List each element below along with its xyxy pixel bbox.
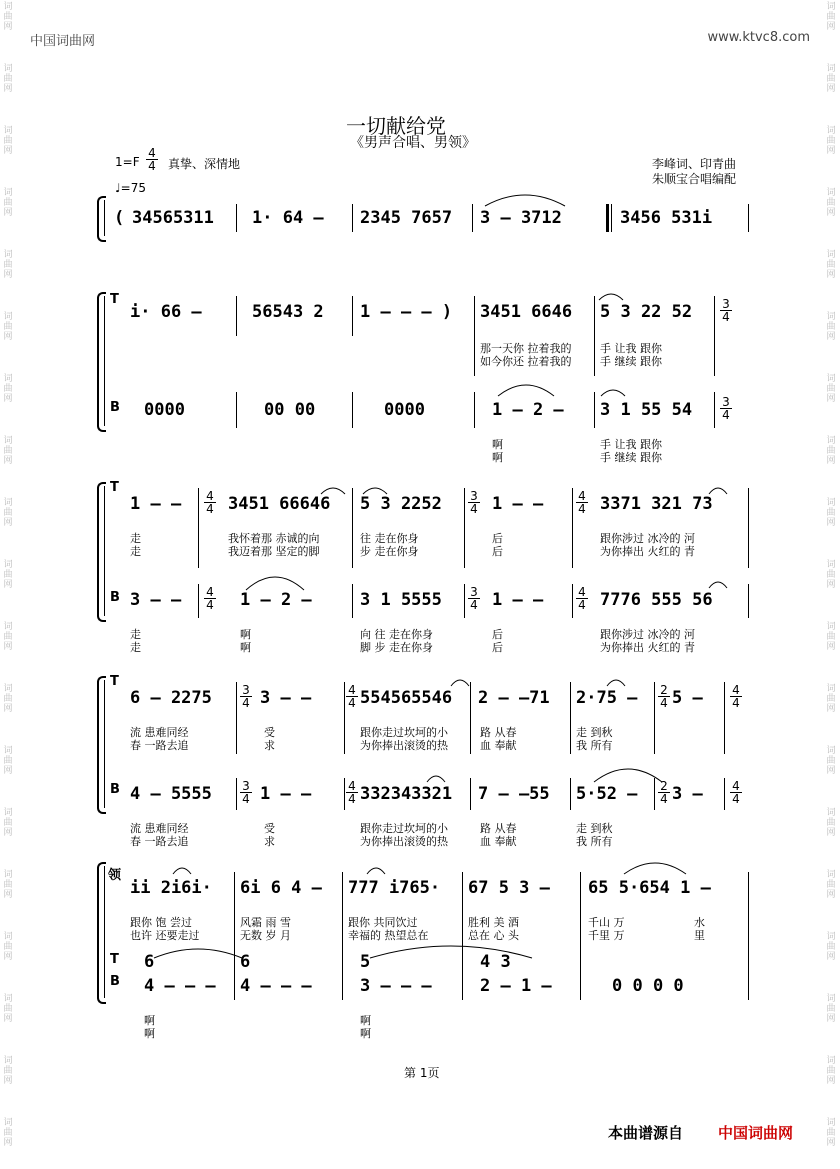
s5-lead-m3: 777 i765·: [348, 878, 441, 898]
barline: [594, 296, 595, 376]
s3-bass-lyric-1-m4: 后: [492, 628, 503, 641]
side-watermark-text: 词 曲 网: [826, 746, 836, 776]
barline: [474, 296, 475, 376]
s5-lead-lyric-2-m5b: 里: [694, 929, 705, 942]
side-watermark-text: 词 曲 网: [826, 994, 836, 1024]
s4-bass-m5: 5·52 –: [576, 784, 638, 804]
barline: [470, 682, 471, 754]
s4-bass-lyric-2-m4: 血 奉献: [480, 835, 517, 848]
s5-lead-lyric-1-m4: 胜利 美 酒: [468, 916, 519, 929]
s2-tenor-m4: 3451 6646: [480, 302, 573, 322]
slur: [360, 482, 390, 496]
side-watermark-text: 词 曲 网: [3, 498, 13, 528]
s5-bass-m4: 2 – 1 –: [480, 976, 552, 996]
credits-composer: 李峰词、印青曲: [652, 157, 737, 171]
side-watermark-text: 词 曲 网: [3, 932, 13, 962]
side-watermark-text: 词 曲 网: [826, 498, 836, 528]
s3-bass-m1: 3 – –: [130, 590, 182, 610]
s3-bass-lyric-2-m5: 为你捧出 火红的 青: [600, 641, 695, 654]
time-signature: 2 4: [658, 684, 670, 709]
slur: [480, 190, 570, 210]
side-watermark-text: 词 曲 网: [3, 374, 13, 404]
s4-bass-lyric-2-m5: 我 所有: [576, 835, 613, 848]
barline: [198, 584, 199, 618]
s4-tenor-lyric-1-m4: 路 从春: [480, 726, 517, 739]
s2-bass-lyric-2b: 手 继续 跟你: [600, 451, 662, 464]
s3-tenor-lyric-1-m4: 后: [492, 532, 503, 545]
s4-tenor-m4: 2 – –71: [478, 688, 550, 708]
s5-lead-lyric-1-m2: 风霜 雨 雪: [240, 916, 291, 929]
s4-bass-lyric-2-m1: 春 一路去追: [130, 835, 189, 848]
slur: [706, 482, 730, 496]
side-watermark-text: 词 曲 网: [826, 374, 836, 404]
barline: [580, 872, 581, 1000]
tenor-label: T: [110, 674, 119, 689]
s3-tenor-lyric-1-m3: 往 走在你身: [360, 532, 419, 545]
barline: [198, 488, 199, 568]
barline: [724, 778, 725, 810]
system1-measure-3: 2345 7657: [360, 208, 453, 228]
side-watermark-text: 词 曲 网: [3, 250, 13, 280]
bass-label: B: [110, 590, 120, 605]
s3-tenor-lyric-1-m2: 我怀着那 赤诚的向: [228, 532, 320, 545]
side-watermark-text: 词 曲 网: [3, 560, 13, 590]
system1-start-bar: [104, 200, 105, 236]
slur: [620, 856, 690, 876]
s5-lead-lyric-1-m1: 跟你 饱 尝过: [130, 916, 192, 929]
s4-bass-m6: 3 –: [672, 784, 703, 804]
barline: [236, 778, 237, 810]
barline: [748, 584, 749, 618]
s3-bass-lyric-1-m2: 啊: [240, 628, 251, 641]
s3-bass-lyric-2-m3: 脚 步 走在你身: [360, 641, 433, 654]
time-signature: 4 4: [576, 586, 588, 611]
s2-tenor-m2: 56543 2: [252, 302, 324, 322]
side-watermark-text: 词 曲 网: [826, 2, 836, 32]
side-watermark-text: 词 曲 网: [826, 250, 836, 280]
s4-bass-lyric-1-m5: 走 到秋: [576, 822, 613, 835]
s5-bass-m1: 4 – – –: [144, 976, 216, 996]
s2-tenor-lyric-2b: 手 继续 跟你: [600, 355, 662, 368]
s3-bass-lyric-2-m4: 后: [492, 641, 503, 654]
slur: [242, 570, 308, 592]
barline: [474, 392, 475, 428]
s4-tenor-lyric-2-m2: 求: [264, 739, 275, 752]
slur: [448, 674, 472, 688]
s3-bass-m3: 3 1 5555: [360, 590, 442, 610]
side-watermark-text: 词 曲 网: [826, 436, 836, 466]
lead-label: 领: [108, 868, 122, 883]
s4-bass-m3: 332343321: [360, 784, 453, 804]
time-signature: 3 4: [240, 780, 252, 805]
s3-bass-lyric-2-m2: 啊: [240, 641, 251, 654]
s5-lead-lyric-1-m5b: 水: [694, 916, 705, 929]
s3-bass-lyric-1-m5: 跟你涉过 冰冷的 河: [600, 628, 695, 641]
s2-bass-lyric-1a: 啊: [492, 438, 503, 451]
slur: [590, 762, 666, 784]
side-watermark-text: 词 曲 网: [3, 188, 13, 218]
credits-arranger: 朱顺宝合唱编配: [652, 172, 737, 186]
s4-tenor-m5: 2·75 –: [576, 688, 638, 708]
s3-bass-m2: 1 – 2 –: [240, 590, 312, 610]
s3-tenor-m2: 3451 66646: [228, 494, 331, 514]
bass-label: B: [110, 974, 120, 989]
side-watermark-text: 词 曲 网: [826, 622, 836, 652]
s5-tenor-m1: 6: [144, 952, 155, 972]
time-signature: 4 4: [346, 684, 358, 709]
barline: [748, 204, 749, 232]
side-watermark-text: 词 曲 网: [3, 312, 13, 342]
source-label: 本曲谱源自: [608, 1124, 684, 1142]
s3-tenor-lyric-1-m5: 跟你涉过 冰冷的 河: [600, 532, 695, 545]
s5-lead-lyric-2-m1: 也许 还要走过: [130, 929, 200, 942]
s5-bottom-lyric-2b: 啊: [360, 1027, 371, 1040]
s2-tenor-lyric-2a: 如今你还 拉着我的: [480, 355, 572, 368]
song-subtitle: 《男声合唱、男领》: [350, 135, 476, 151]
brand-link[interactable]: 中国词曲网: [718, 1124, 794, 1142]
key-signature: 1=F: [115, 155, 140, 169]
barline: [714, 296, 715, 376]
s5-bottom-lyric-2a: 啊: [144, 1027, 155, 1040]
s2-tenor-m1: i· 66 –: [130, 302, 202, 322]
s5-bass-m2: 4 – – –: [240, 976, 312, 996]
s3-tenor-lyric-2-m3: 步 走在你身: [360, 545, 419, 558]
barline: [714, 392, 715, 428]
s4-tenor-lyric-2-m3: 为你捧出滚烫的热: [360, 739, 448, 752]
side-watermark-text: 词 曲 网: [3, 436, 13, 466]
s4-tenor-lyric-2-m4: 血 奉献: [480, 739, 517, 752]
site-name-left: 中国词曲网: [30, 34, 96, 49]
s4-bass-lyric-2-m3: 为你捧出滚烫的热: [360, 835, 448, 848]
s3-tenor-lyric-2-m4: 后: [492, 545, 503, 558]
side-watermark-text: 词 曲 网: [826, 560, 836, 590]
barline: [654, 682, 655, 754]
barline: [352, 204, 353, 232]
s3-bass-lyric-2-m1: 走: [130, 641, 141, 654]
s5-bottom-lyric-1a: 啊: [144, 1014, 155, 1027]
barline: [572, 488, 573, 568]
side-watermark-text: 词 曲 网: [826, 64, 836, 94]
tempo-mark: ♩=75: [115, 181, 146, 195]
time-signature: 4 4: [204, 586, 216, 611]
side-watermark-text: 词 曲 网: [826, 1118, 836, 1148]
side-watermark-text: 词 曲 网: [826, 188, 836, 218]
system1-open-paren: (: [114, 208, 125, 228]
slur: [598, 384, 628, 398]
tenor-label: T: [110, 952, 119, 967]
tie: [150, 944, 246, 960]
system1-measure-5: 3456 531i: [620, 208, 713, 228]
s5-lead-lyric-2-m3: 幸福的 热望总在: [348, 929, 429, 942]
s5-lead-m2: 6i 6 4 –: [240, 878, 322, 898]
barline: [236, 296, 237, 336]
s3-tenor-lyric-2-m1: 走: [130, 545, 141, 558]
side-watermark-text: 词 曲 网: [3, 1118, 13, 1148]
time-signature: 3 4: [720, 396, 732, 421]
barline: [724, 682, 725, 754]
system4-start-bar: [104, 680, 105, 808]
time-signature: 3 4: [240, 684, 252, 709]
s4-bass-m1: 4 – 5555: [130, 784, 212, 804]
barline: [464, 488, 465, 568]
s5-lead-lyric-2-m5: 千里 万: [588, 929, 625, 942]
s2-bass-m5: 3 1 55 54: [600, 400, 693, 420]
side-watermark-text: 词 曲 网: [826, 126, 836, 156]
s4-bass-lyric-1-m3: 跟你走过坎坷的小: [360, 822, 448, 835]
slur: [318, 482, 348, 496]
barline: [352, 488, 353, 568]
s2-bass-m3: 0000: [384, 400, 425, 420]
time-signature: 3 4: [468, 490, 480, 515]
s5-bottom-lyric-1b: 啊: [360, 1014, 371, 1027]
barline: [472, 204, 473, 232]
slur: [604, 674, 628, 688]
barline: [342, 872, 343, 1000]
time-signature: 3 4: [720, 298, 732, 323]
side-watermark-text: 词 曲 网: [3, 870, 13, 900]
slur: [424, 770, 448, 784]
barline: [748, 488, 749, 568]
system5-start-bar: [104, 866, 105, 998]
side-watermark-text: 词 曲 网: [3, 64, 13, 94]
side-watermark-text: 词 曲 网: [3, 2, 13, 32]
time-signature: 4 4: [730, 684, 742, 709]
tenor-label: T: [110, 480, 119, 495]
barline: [464, 584, 465, 618]
barline: [352, 392, 353, 428]
barline: [236, 204, 237, 232]
s2-tenor-m5: 5 3 22 52: [600, 302, 693, 322]
side-watermark-text: 词 曲 网: [3, 994, 13, 1024]
time-signature: 3 4: [468, 586, 480, 611]
side-watermark-text: 词 曲 网: [3, 808, 13, 838]
barline: [352, 296, 353, 336]
repeat-bar-thin: [611, 204, 612, 232]
s4-bass-m2: 1 – –: [260, 784, 312, 804]
barline: [234, 872, 235, 1000]
barline: [462, 872, 463, 1000]
s4-bass-m4: 7 – –55: [478, 784, 550, 804]
time-signature: 4 4: [730, 780, 742, 805]
s5-lead-lyric-1-m5: 千山 万: [588, 916, 625, 929]
time-signature: 2 4: [658, 780, 670, 805]
slur: [364, 862, 388, 876]
repeat-bar: [606, 204, 609, 232]
s3-bass-m5: 7776 555 56: [600, 590, 713, 610]
barline: [748, 872, 749, 1000]
s5-tenor-m4: 4 3: [480, 952, 511, 972]
system1-measure-4: 3 – 3712: [480, 208, 562, 228]
page-number: 第 1页: [404, 1066, 440, 1080]
s4-tenor-lyric-2-m5: 我 所有: [576, 739, 613, 752]
site-url-right: www.ktvc8.com: [707, 30, 810, 45]
s5-lead-lyric-1-m3: 跟你 共同饮过: [348, 916, 418, 929]
barline: [572, 584, 573, 618]
s3-tenor-lyric-2-m2: 我迈着那 坚定的脚: [228, 545, 320, 558]
s5-lead-lyric-2-m4: 总在 心 头: [468, 929, 519, 942]
s2-bass-lyric-2a: 啊: [492, 451, 503, 464]
slur: [366, 942, 536, 960]
s2-bass-m1: 0000: [144, 400, 185, 420]
s5-tenor-m3: 5: [360, 952, 371, 972]
s5-bass-m5: 0 0 0 0: [612, 976, 684, 996]
s4-bass-lyric-1-m2: 受: [264, 822, 275, 835]
s4-tenor-lyric-2-m1: 春 一路去追: [130, 739, 189, 752]
s5-tenor-m2: 6: [240, 952, 251, 972]
s2-tenor-lyric-1b: 手 让我 跟你: [600, 342, 662, 355]
s2-tenor-lyric-1a: 那一天你 拉着我的: [480, 342, 572, 355]
barline: [344, 778, 345, 810]
side-watermark-text: 词 曲 网: [3, 684, 13, 714]
s5-lead-lyric-2-m2: 无数 岁 月: [240, 929, 291, 942]
tenor-label: T: [110, 292, 119, 307]
side-watermark-text: 词 曲 网: [826, 870, 836, 900]
s5-bass-m3: 3 – – –: [360, 976, 432, 996]
slur: [706, 576, 730, 590]
slur: [494, 378, 558, 398]
side-watermark-text: 词 曲 网: [3, 126, 13, 156]
s2-tenor-m3: 1 – – – ): [360, 302, 453, 322]
s3-tenor-m4: 1 – –: [492, 494, 544, 514]
s3-tenor-lyric-2-m5: 为你捧出 火红的 青: [600, 545, 695, 558]
expression-mark: 真挚、深情地: [168, 157, 241, 171]
system1-measure-2: 1· 64 –: [252, 208, 324, 228]
barline: [594, 392, 595, 428]
s3-bass-m4: 1 – –: [492, 590, 544, 610]
s3-tenor-m1: 1 – –: [130, 494, 182, 514]
s5-lead-m4: 67 5 3 –: [468, 878, 550, 898]
s4-bass-lyric-2-m2: 求: [264, 835, 275, 848]
barline: [236, 682, 237, 754]
s3-tenor-m3: 5 3 2252: [360, 494, 442, 514]
time-signature: 4 4: [346, 780, 358, 805]
s2-bass-m2: 00 00: [264, 400, 316, 420]
s2-bass-m4: 1 – 2 –: [492, 400, 564, 420]
barline: [470, 778, 471, 810]
s4-tenor-m1: 6 – 2275: [130, 688, 212, 708]
s4-tenor-m2: 3 – –: [260, 688, 312, 708]
time-signature: 4 4: [204, 490, 216, 515]
side-watermark-text: 词 曲 网: [826, 1056, 836, 1086]
side-watermark-text: 词 曲 网: [3, 746, 13, 776]
time-signature: 4 4: [146, 147, 158, 172]
s5-lead-m5: 65 5·654 1 –: [588, 878, 711, 898]
system3-start-bar: [104, 486, 105, 616]
song-title: 一切献给党: [346, 114, 446, 138]
bass-label: B: [110, 782, 120, 797]
s3-bass-lyric-1-m1: 走: [130, 628, 141, 641]
system2-start-bar: [104, 296, 105, 426]
s4-bass-lyric-1-m4: 路 从春: [480, 822, 517, 835]
s4-tenor-lyric-1-m5: 走 到秋: [576, 726, 613, 739]
barline: [352, 584, 353, 618]
side-watermark-text: 词 曲 网: [826, 808, 836, 838]
s4-tenor-lyric-1-m2: 受: [264, 726, 275, 739]
bass-label: B: [110, 400, 120, 415]
s3-tenor-m5: 3371 321 73: [600, 494, 713, 514]
side-watermark-text: 词 曲 网: [3, 622, 13, 652]
s4-tenor-m3: 554565546: [360, 688, 453, 708]
s3-bass-lyric-1-m3: 向 往 走在你身: [360, 628, 433, 641]
s5-lead-m1: ii 2i6i·: [130, 878, 212, 898]
side-watermark-text: 词 曲 网: [826, 932, 836, 962]
s2-bass-lyric-1b: 手 让我 跟你: [600, 438, 662, 451]
s4-tenor-lyric-1-m1: 流 患难同经: [130, 726, 189, 739]
s4-bass-lyric-1-m1: 流 患难同经: [130, 822, 189, 835]
system1-measure-1: 34565311: [132, 208, 214, 228]
s4-tenor-lyric-1-m3: 跟你走过坎坷的小: [360, 726, 448, 739]
barline: [236, 392, 237, 428]
s3-tenor-lyric-1-m1: 走: [130, 532, 141, 545]
barline: [570, 778, 571, 810]
barline: [570, 682, 571, 754]
side-watermark-text: 词 曲 网: [826, 312, 836, 342]
slur: [596, 288, 626, 302]
time-signature: 4 4: [576, 490, 588, 515]
barline: [344, 682, 345, 754]
side-watermark-text: 词 曲 网: [826, 684, 836, 714]
side-watermark-text: 词 曲 网: [3, 1056, 13, 1086]
slur: [170, 862, 194, 876]
s4-tenor-m6: 5 –: [672, 688, 703, 708]
